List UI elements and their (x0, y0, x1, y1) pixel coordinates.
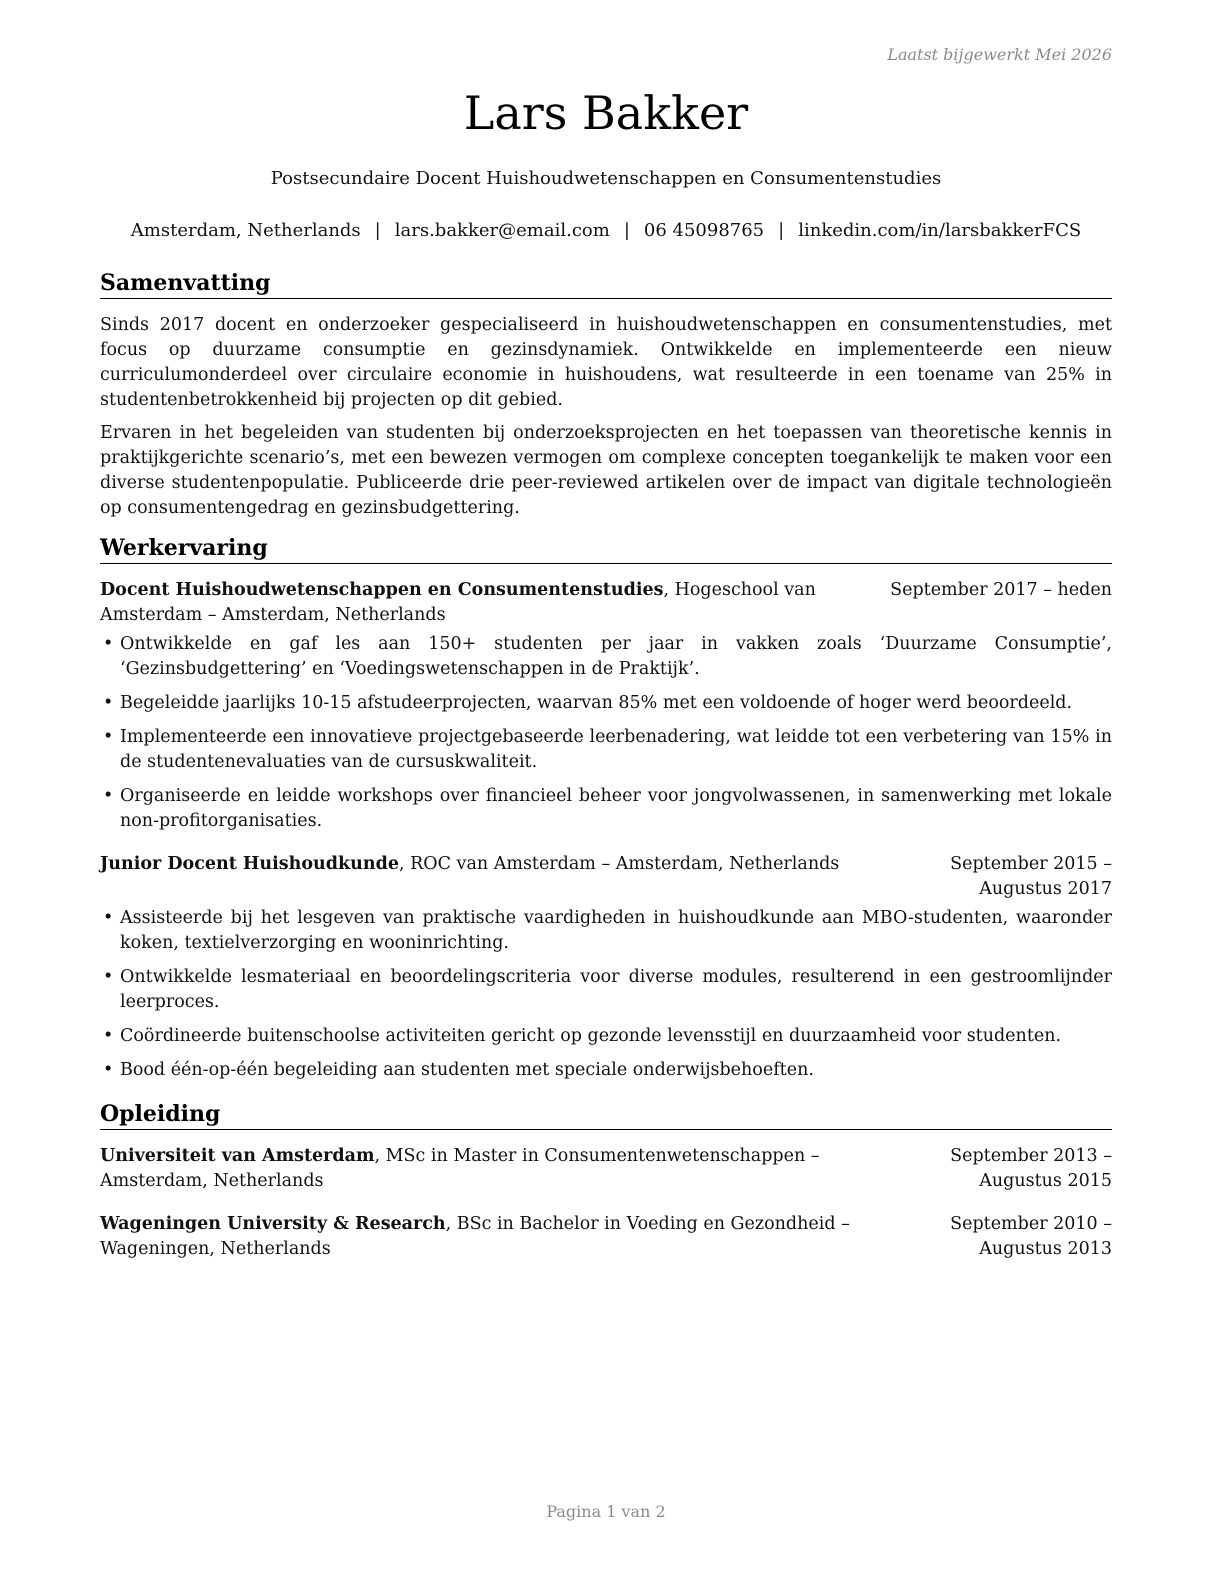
last-updated: Laatst bijgewerkt Mei 2026 (887, 45, 1112, 64)
job-header (100, 852, 1112, 902)
job-entry (100, 578, 1112, 834)
degree-detail: , MSc in Master in Consumentenwetenschappen – Amsterdam, Netherlands (100, 1146, 820, 1191)
job-organization: , Hogeschool van Amsterdam – Amsterdam, Netherlands (100, 580, 816, 625)
job-organization: , ROC van Amsterdam – Amsterdam, Netherlands (398, 854, 840, 874)
contact-location: Amsterdam, Netherlands (130, 220, 361, 241)
education-header (100, 1144, 1112, 1194)
education-dates: September 2013 – Augustus 2015 (950, 1146, 1112, 1191)
section-heading-summary: Samenvatting (100, 270, 1112, 299)
job-title-line (100, 578, 890, 628)
contact-line (0, 220, 1212, 241)
job-header (100, 578, 1112, 628)
education-section (100, 1101, 1112, 1262)
job-title: Docent Huishoudwetenschappen en Consumentenstudies (100, 580, 664, 600)
education-entry (100, 1212, 1112, 1262)
bullet-item: • Begeleidde jaarlijks 10-15 afstudeerprojecten, waarvan 85% met een voldoende of hoger werd beoordeeld. (100, 691, 1112, 716)
contact-linkedin[interactable]: linkedin.com/in/larsbakkerFCS (798, 220, 1082, 241)
job-title: Junior Docent Huishoudkunde (100, 854, 399, 874)
section-heading-experience: Werkervaring (100, 535, 1112, 564)
contact-separator: | (374, 220, 381, 241)
bullet-item: • Assisteerde bij het lesgeven van praktische vaardigheden in huishoudkunde aan MBO-studenten, waaronder koken, textielverzorging en wooninrichting. (100, 906, 1112, 956)
page-number: Pagina 1 van 2 (546, 1502, 666, 1521)
bullet-item: • Coördineerde buitenschoolse activiteiten gericht op gezonde levensstijl en duurzaamheid voor studenten. (100, 1024, 1112, 1049)
education-title-line (100, 1212, 872, 1262)
job-subtitle: Postsecundaire Docent Huishoudwetenschappen en Consumentenstudies (270, 168, 942, 189)
education-dates: September 2010 – Augustus 2013 (950, 1214, 1112, 1259)
summary-paragraph: Sinds 2017 docent en onderzoeker gespecialiseerd in huishoudwetenschappen en consumentenstudies, met focus op duurzame consumptie en gezinsdynamiek. Ontwikkelde en implementeerde een nieuw curriculumonderdeel over circulaire economie in huishoudens, wat resulteerde in een toename van 25% in studentenbetrokkenheid bij projecten op dit gebied. (100, 315, 1112, 410)
school-name: Universiteit van Amsterdam (100, 1146, 375, 1166)
education-header (100, 1212, 1112, 1262)
contact-email[interactable]: lars.bakker@email.com (394, 220, 610, 241)
summary-paragraph: Ervaren in het begeleiden van studenten bij onderzoeksprojecten en het toepassen van theoretische kennis in praktijkgerichte scenario’s, met een bewezen vermogen om complexe concepten toegankelijk te maken voor een diverse studentenpopulatie. Publiceerde drie peer-reviewed artikelen over de impact van digitale technologieën op consumentengedrag en gezinsbudgettering. (100, 423, 1112, 518)
job-entry (100, 852, 1112, 1083)
section-heading-education: Opleiding (100, 1101, 1112, 1130)
bullet-item: • Organiseerde en leidde workshops over financieel beheer voor jongvolwassenen, in samenwerking met lokale non-profitorganisaties. (100, 784, 1112, 834)
education-title-line (100, 1144, 872, 1194)
school-name: Wageningen University & Research (100, 1214, 446, 1234)
contact-phone: 06 45098765 (643, 220, 765, 241)
job-dates: September 2015 – Augustus 2017 (950, 854, 1112, 899)
education-entry (100, 1144, 1112, 1194)
contact-separator: | (623, 220, 630, 241)
resume-body (100, 270, 1112, 1280)
candidate-name: Lars Bakker (463, 86, 749, 140)
bullet-item: • Bood één-op-één begeleiding aan studenten met speciale onderwijsbehoeften. (100, 1058, 1112, 1083)
contact-separator: | (778, 220, 785, 241)
bullet-item: • Ontwikkelde lesmateriaal en beoordelingscriteria voor diverse modules, resulterend in een gestroomlijnder leerproces. (100, 965, 1112, 1015)
job-title-line (100, 852, 872, 877)
bullet-item: • Implementeerde een innovatieve projectgebaseerde leerbenadering, wat leidde tot een verbetering van 15% in de studentenevaluaties van de cursuskwaliteit. (100, 725, 1112, 775)
degree-detail: , BSc in Bachelor in Voeding en Gezondheid – Wageningen, Netherlands (100, 1214, 850, 1259)
job-bullets (100, 632, 1112, 834)
job-bullets (100, 906, 1112, 1083)
experience-section (100, 535, 1112, 1083)
job-dates: September 2017 – heden (890, 580, 1112, 600)
summary-section (100, 270, 1112, 521)
bullet-item: • Ontwikkelde en gaf les aan 150+ studenten per jaar in vakken zoals ‘Duurzame Consumptie’, ‘Gezinsbudgettering’ en ‘Voedingswetenschappen in de Praktijk’. (100, 632, 1112, 682)
